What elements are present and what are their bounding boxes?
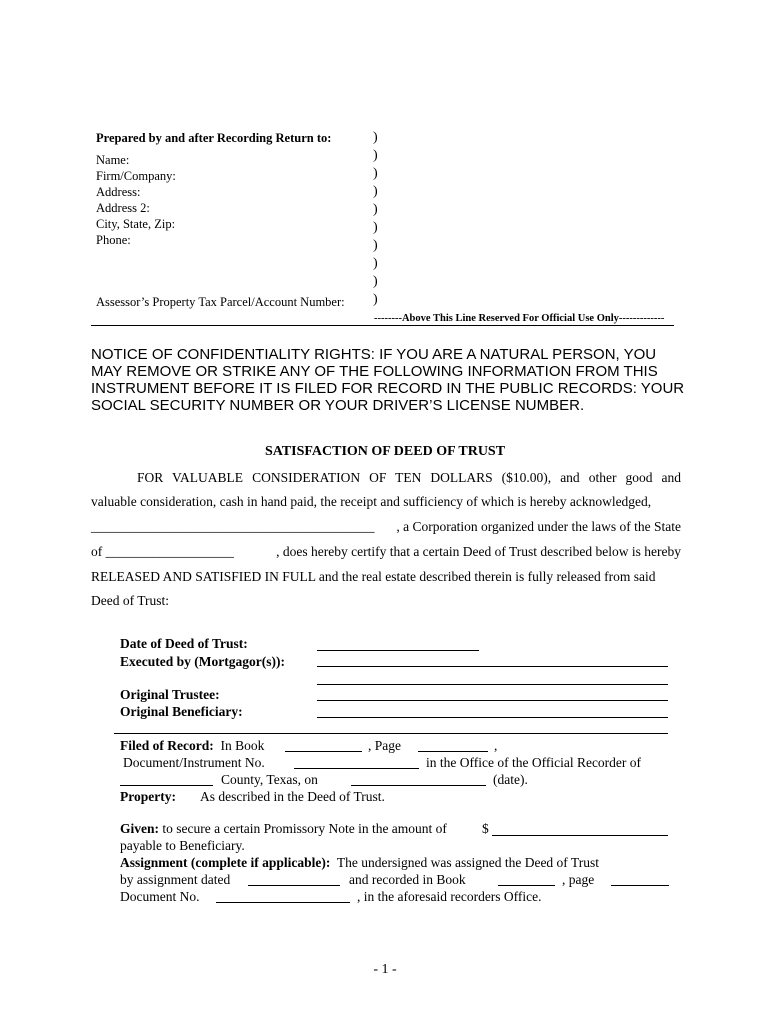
payable-text: payable to Beneficiary. — [120, 838, 245, 853]
paren: ) — [373, 274, 378, 289]
assignment-date-field[interactable] — [248, 885, 340, 886]
assignment-text: The undersigned was assigned the Deed of Trust — [336, 855, 599, 870]
given-line — [120, 821, 447, 837]
document-no-field[interactable] — [216, 902, 350, 903]
body-line-4 — [91, 544, 681, 560]
page-field[interactable] — [418, 751, 488, 752]
details-divider — [114, 733, 668, 734]
document-instrument-label: Document/Instrument No. — [123, 755, 265, 770]
book-field[interactable] — [285, 751, 362, 752]
original-trustee-label: Original Trustee: — [120, 687, 220, 702]
filed-of-record-line — [120, 738, 264, 754]
assignment-line — [120, 855, 599, 871]
address-label: Address: — [96, 185, 141, 199]
body-line-3-text: , a Corporation organized under the laws of the State — [396, 519, 681, 534]
body-line-4-text: , does hereby certify that a certain Deed of Trust described below is hereby — [276, 544, 681, 559]
note-amount-field[interactable] — [492, 835, 668, 836]
document-no-label: Document No. — [120, 889, 200, 904]
address2-label: Address 2: — [96, 201, 150, 215]
paren: ) — [373, 166, 378, 181]
property-text: As described in the Deed of Trust. — [200, 789, 385, 804]
in-book-text: In Book — [220, 738, 265, 753]
comma-text: , — [494, 738, 498, 753]
date-of-deed-field[interactable] — [317, 650, 479, 651]
phone-label: Phone: — [96, 233, 131, 247]
firm-label: Firm/Company: — [96, 169, 176, 183]
property-label: Property: — [120, 789, 176, 804]
paren: ) — [373, 220, 378, 235]
paren: ) — [373, 238, 378, 253]
document-title: SATISFACTION OF DEED OF TRUST — [264, 444, 506, 459]
county-field[interactable] — [120, 785, 213, 786]
page-number: - 1 - — [373, 962, 397, 977]
paren: ) — [373, 148, 378, 163]
assignment-label: Assignment (complete if applicable): — [120, 855, 331, 870]
recording-date-field[interactable] — [351, 785, 486, 786]
executed-by-label: Executed by (Mortgagor(s)): — [120, 654, 285, 669]
assignment-book-field[interactable] — [498, 885, 555, 886]
paren: ) — [373, 256, 378, 271]
paren: ) — [373, 202, 378, 217]
filed-of-record-label: Filed of Record: — [120, 738, 214, 753]
date-of-deed-label: Date of Deed of Trust: — [120, 636, 248, 651]
date-paren-text: (date). — [493, 772, 528, 787]
body-line-2: valuable consideration, cash in hand paid, the receipt and sufficiency of which is hereby acknowledged, — [91, 494, 652, 509]
page-text: , Page — [368, 738, 401, 753]
executed-by-field[interactable] — [317, 666, 668, 667]
body-line-6: Deed of Trust: — [91, 593, 170, 608]
by-assignment-text: by assignment dated — [120, 872, 231, 887]
body-line-1: FOR VALUABLE CONSIDERATION OF TEN DOLLARS ($10.00), and other good and — [137, 470, 681, 485]
executed-by-field-2[interactable] — [317, 684, 668, 685]
confidentiality-notice: NOTICE OF CONFIDENTIALITY RIGHTS: IF YOU ARE A NATURAL PERSON, YOU MAY REMOVE OR STRIKE ANY OF THE FOLLOWING INFORMATION FROM THIS INSTRUMENT BEFORE IT IS FILED FOR RECORD IN THE PUBLIC RECORDS: YOUR SOCIAL SECURITY NUMBER OR YOUR DRIVER’S LICENSE NUMBER. — [91, 346, 685, 414]
corporation-name-blank[interactable]: __________________________________________ — [91, 519, 375, 534]
recorded-book-text: and recorded in Book — [349, 872, 466, 887]
office-text: in the Office of the Official Recorder of — [426, 755, 642, 770]
reserved-line-text: --------Above This Line Reserved For Official Use Only------------- — [374, 313, 665, 324]
given-text: to secure a certain Promissory Note in the amount of — [162, 821, 447, 836]
given-label: Given: — [120, 821, 159, 836]
assignment-page-field[interactable] — [611, 885, 669, 886]
name-label: Name: — [96, 153, 130, 167]
of-text: of — [91, 544, 103, 559]
county-text: County, Texas, on — [221, 772, 318, 787]
original-trustee-field[interactable] — [317, 700, 668, 701]
paren: ) — [373, 130, 378, 145]
body-line-5: RELEASED AND SATISFIED IN FULL and the real estate described therein is fully released from said — [91, 569, 656, 584]
prepared-by-heading: Prepared by and after Recording Return to: — [96, 131, 332, 145]
instrument-number-field[interactable] — [294, 768, 419, 769]
state-blank[interactable]: ___________________ — [105, 544, 234, 559]
original-beneficiary-label: Original Beneficiary: — [120, 704, 243, 719]
body-line-3 — [91, 519, 681, 535]
header-divider — [91, 325, 674, 326]
parcel-label: Assessor’s Property Tax Parcel/Account Number: — [96, 295, 345, 309]
page2-text: , page — [562, 872, 595, 887]
original-beneficiary-field[interactable] — [317, 717, 668, 718]
aforesaid-text: , in the aforesaid recorders Office. — [357, 889, 542, 904]
dollar-sign: $ — [482, 821, 489, 836]
paren: ) — [373, 292, 378, 307]
paren: ) — [373, 184, 378, 199]
city-state-zip-label: City, State, Zip: — [96, 217, 176, 231]
